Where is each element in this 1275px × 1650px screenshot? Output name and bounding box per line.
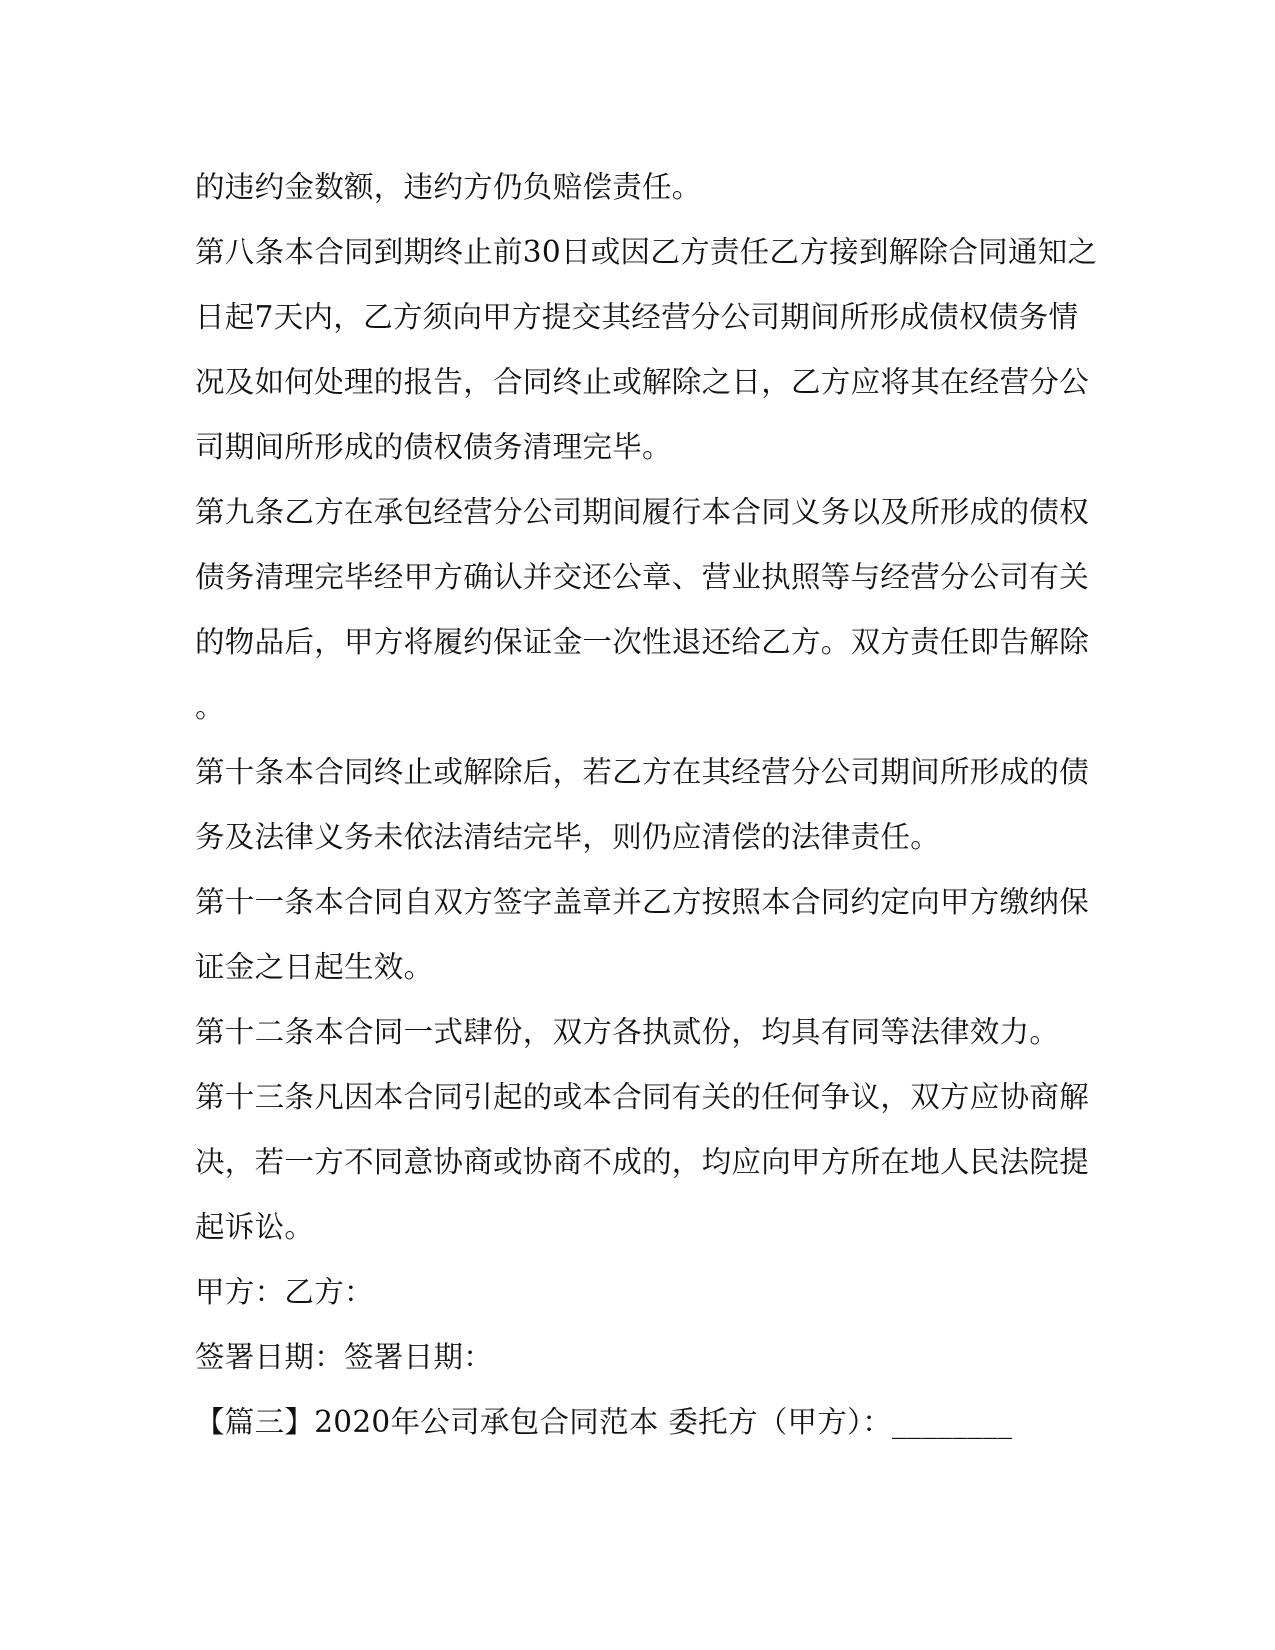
text-line: 起诉讼。 bbox=[195, 1210, 315, 1244]
text-line: 第十二条本合同一式肆份，双方各执贰份，均具有同等法律效力。 bbox=[195, 1015, 1060, 1049]
text-line: 第十三条凡因本合同引起的或本合同有关的任何争议，双方应协商解 bbox=[195, 1080, 1090, 1114]
signature-parties-line: 甲方：乙方： bbox=[195, 1275, 374, 1309]
text-line: 日起7天内，乙方须向甲方提交其经营分公司期间所形成债权债务情 bbox=[195, 300, 1079, 334]
text-line: 第八条本合同到期终止前30日或因乙方责任乙方接到解除合同通知之 bbox=[195, 235, 1098, 269]
text-line: 决，若一方不同意协商或协商不成的，均应向甲方所在地人民法院提 bbox=[195, 1145, 1090, 1179]
contract-text bbox=[195, 155, 1098, 1455]
text-line: 务及法律义务未依法清结完毕，则仍应清偿的法律责任。 bbox=[195, 820, 941, 854]
text-line: 的物品后，甲方将履约保证金一次性退还给乙方。双方责任即告解除 bbox=[195, 625, 1090, 659]
text-line: 第十一条本合同自双方签字盖章并乙方按照本合同约定向甲方缴纳保 bbox=[195, 885, 1090, 919]
text-line: 债务清理完毕经甲方确认并交还公章、营业执照等与经营分公司有关 bbox=[195, 560, 1090, 594]
text-line: 司期间所形成的债权债务清理完毕。 bbox=[195, 430, 672, 464]
text-line: 况及如何处理的报告，合同终止或解除之日，乙方应将其在经营分公 bbox=[195, 365, 1090, 399]
text-line: 。 bbox=[195, 690, 225, 724]
text-line: 的违约金数额，违约方仍负赔偿责任。 bbox=[195, 170, 702, 204]
signature-date-line: 签署日期：签署日期： bbox=[195, 1340, 494, 1374]
text-line: 第十条本合同终止或解除后，若乙方在其经营分公司期间所形成的债 bbox=[195, 755, 1090, 789]
text-line: 第九条乙方在承包经营分公司期间履行本合同义务以及所形成的债权 bbox=[195, 495, 1090, 529]
section-heading: 【篇三】2020年公司承包合同范本 委托方（甲方）：________ bbox=[195, 1405, 1013, 1439]
text-line: 证金之日起生效。 bbox=[195, 950, 434, 984]
